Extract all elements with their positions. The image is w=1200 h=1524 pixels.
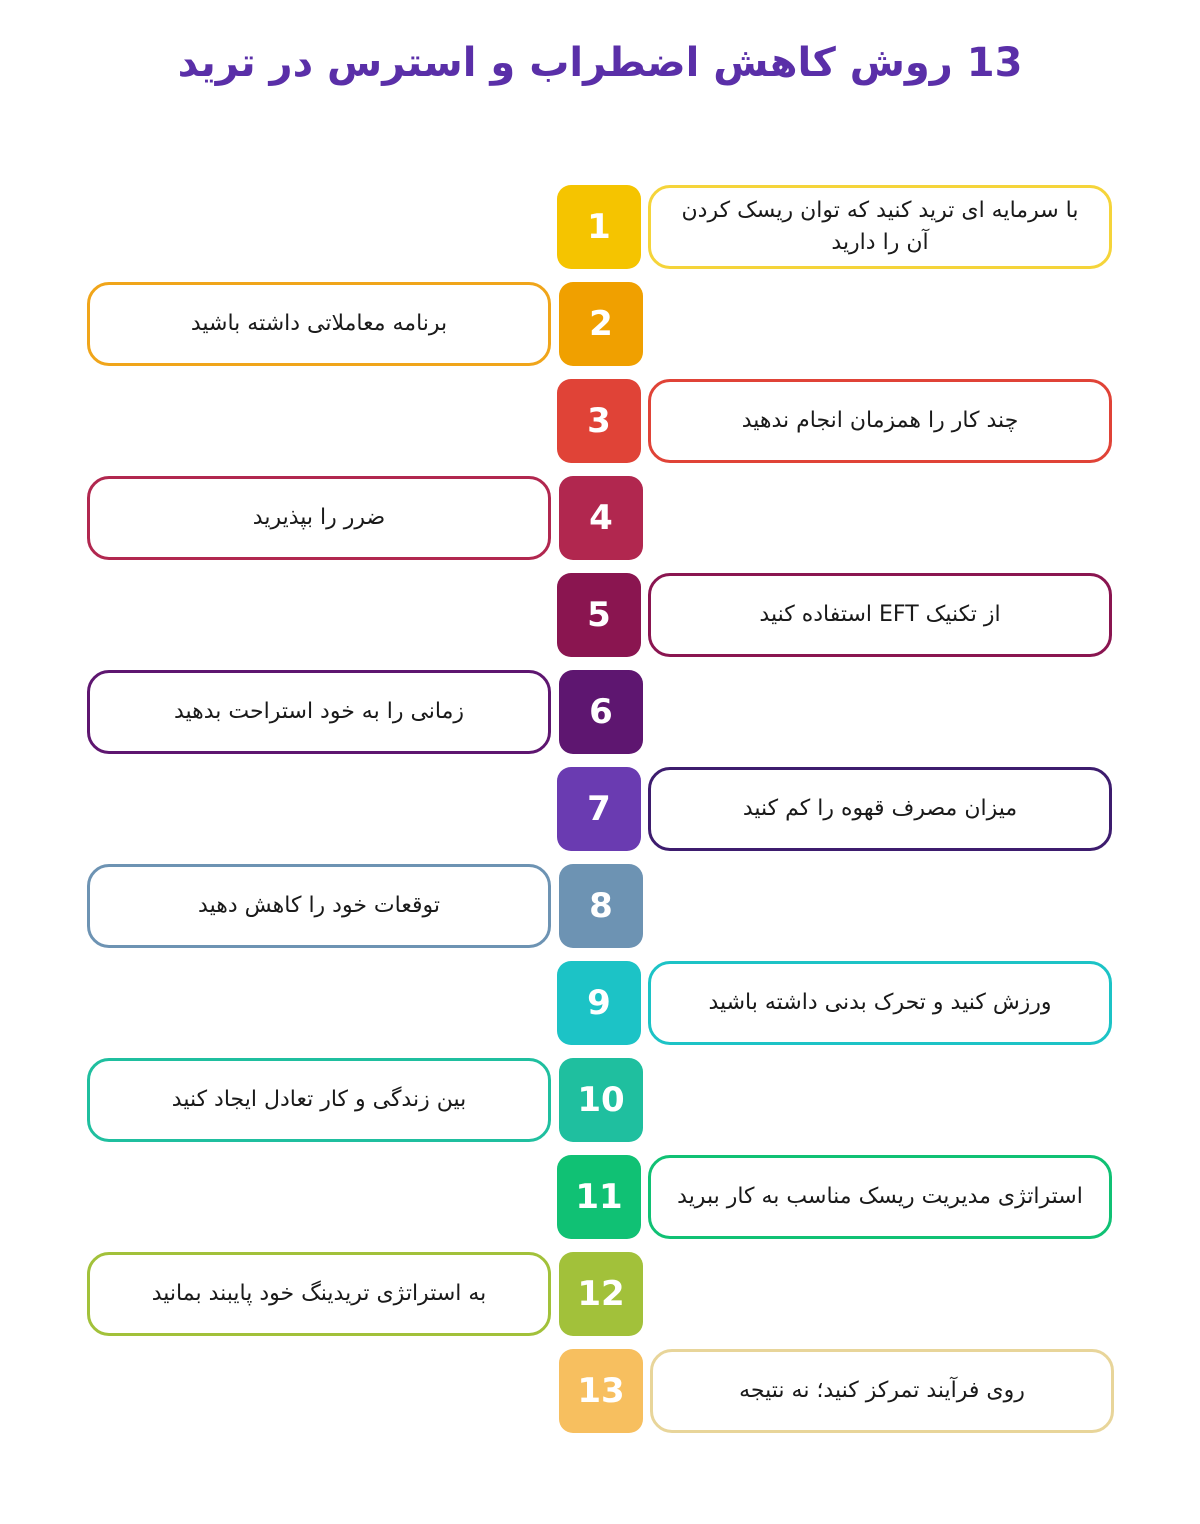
- step-number-badge-1: 1: [557, 185, 641, 269]
- step-number-badge-3: 3: [557, 379, 641, 463]
- step-number-badge-8: 8: [559, 864, 643, 948]
- step-text-box-4: ضرر را بپذیرید: [87, 476, 551, 560]
- step-text-box-1: با سرمایه ای ترید کنید که توان ریسک کردن آن را دارید: [648, 185, 1112, 269]
- step-text-box-3: چند کار را همزمان انجام ندهید: [648, 379, 1112, 463]
- step-row-13: [0, 1349, 1200, 1433]
- step-row-9: [0, 961, 1200, 1045]
- step-text-box-7: میزان مصرف قهوه را کم کنید: [648, 767, 1112, 851]
- step-row-4: [0, 476, 1200, 560]
- step-number-badge-10: 10: [559, 1058, 643, 1142]
- step-number-badge-12: 12: [559, 1252, 643, 1336]
- step-row-11: [0, 1155, 1200, 1239]
- step-number-badge-4: 4: [559, 476, 643, 560]
- step-row-8: [0, 864, 1200, 948]
- step-text-box-12: به استراتژی تریدینگ خود پایبند بمانید: [87, 1252, 551, 1336]
- step-row-2: [0, 282, 1200, 366]
- step-row-12: [0, 1252, 1200, 1336]
- step-number-badge-7: 7: [557, 767, 641, 851]
- step-text-box-9: ورزش کنید و تحرک بدنی داشته باشید: [648, 961, 1112, 1045]
- step-text-box-6: زمانی را به خود استراحت بدهید: [87, 670, 551, 754]
- step-number-badge-11: 11: [557, 1155, 641, 1239]
- step-row-6: [0, 670, 1200, 754]
- step-row-10: [0, 1058, 1200, 1142]
- step-number-badge-5: 5: [557, 573, 641, 657]
- step-text-box-8: توقعات خود را کاهش دهید: [87, 864, 551, 948]
- step-number-badge-9: 9: [557, 961, 641, 1045]
- step-number-badge-2: 2: [559, 282, 643, 366]
- step-row-5: [0, 573, 1200, 657]
- step-row-7: [0, 767, 1200, 851]
- page-title: 13 روش کاهش اضطراب و استرس در ترید: [177, 40, 1023, 86]
- step-text-box-13: روی فرآیند تمرکز کنید؛ نه نتیجه: [650, 1349, 1114, 1433]
- step-row-3: [0, 379, 1200, 463]
- step-number-badge-13: 13: [559, 1349, 643, 1433]
- step-text-box-10: بین زندگی و کار تعادل ایجاد کنید: [87, 1058, 551, 1142]
- step-number-badge-6: 6: [559, 670, 643, 754]
- step-text-box-2: برنامه معاملاتی داشته باشید: [87, 282, 551, 366]
- step-text-box-11: استراتژی مدیریت ریسک مناسب به کار ببرید: [648, 1155, 1112, 1239]
- step-text-box-5: از تکنیک EFT استفاده کنید: [648, 573, 1112, 657]
- step-row-1: [0, 185, 1200, 269]
